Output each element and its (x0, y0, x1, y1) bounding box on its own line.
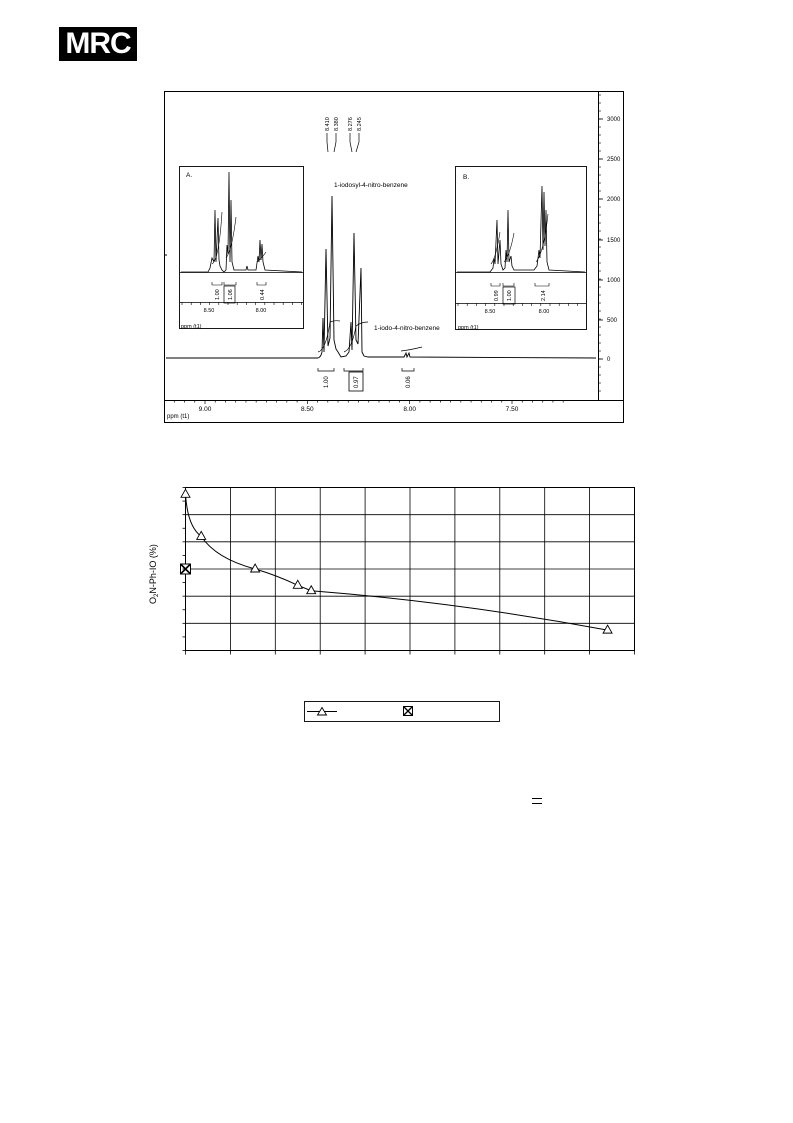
inset-a-title: A. (186, 172, 193, 179)
inset-a-axis-label: ppm (t1) (181, 324, 202, 330)
inset-integral-label: 1.06 (228, 289, 234, 300)
nmr-intensity-tick-label: 3000 (607, 117, 621, 123)
data-point-triangle (181, 489, 190, 497)
nmr-ppm-tick-label: 9.00 (198, 406, 212, 413)
equals-sign (532, 798, 542, 804)
nmr-integral-3 (401, 347, 422, 351)
integral-label: 0.97 (354, 376, 360, 388)
main-integral-brackets (318, 368, 414, 371)
inset-integral-label: 0.99 (494, 290, 500, 301)
inset-integral-label: 1.00 (507, 290, 513, 301)
chart-y-label: $O_2N-Ph-IO$ (%) (148, 544, 160, 604)
nmr-figure (0, 0, 793, 440)
nmr-ppm-tick-label: 8.50 (301, 406, 314, 413)
inset-tick-label: 8.00 (255, 308, 267, 314)
peak-label: 8.410 (325, 117, 331, 131)
integral-label: 0.06 (406, 376, 412, 388)
compound-label-iodosyl: 1-iodosyl-4-nitro-benzene (334, 182, 408, 189)
inset-integral-label: 2.14 (541, 290, 547, 301)
main-integral-labels (324, 376, 412, 388)
nmr-intensity-tick-label: 0 (607, 357, 611, 363)
inset-tick-label: 8.50 (484, 309, 496, 315)
nmr-axis-label: ppm (t1) (167, 414, 190, 420)
inset-tick-label: 8.00 (538, 309, 550, 315)
journal-logo: MRC (59, 27, 137, 61)
inset-integral-label: 0.44 (260, 289, 266, 300)
inset-b-axis-label: ppm (t1) (458, 325, 479, 331)
inset-a (180, 167, 304, 331)
nmr-intensity-ticks (598, 95, 621, 391)
chart-x-ticks (186, 651, 635, 655)
nmr-ppm-ticks (174, 400, 563, 413)
legend-crossed-square-marker (404, 707, 413, 716)
nmr-intensity-tick-label: 2000 (607, 197, 621, 203)
nmr-intensity-tick-label: 1500 (607, 238, 621, 244)
nmr-intensity-tick-label: 1000 (607, 278, 621, 284)
peak-label: 8.276 (348, 117, 354, 131)
nmr-intensity-tick-label: 500 (607, 318, 618, 324)
inset-integral-label: 1.00 (215, 289, 221, 300)
nmr-ppm-tick-label: 8.00 (403, 406, 416, 413)
data-point-triangle (197, 531, 206, 539)
peak-label: 8.245 (357, 117, 363, 131)
nmr-ppm-tick-label: 7.50 (505, 406, 519, 413)
chart-points (181, 489, 613, 633)
decay-chart (0, 460, 793, 740)
nmr-intensity-tick-label: 2500 (607, 157, 621, 163)
inset-b-title: B. (463, 174, 470, 181)
peak-labels (325, 117, 363, 131)
nmr-integral-1 (318, 321, 340, 352)
integral-label: 1.00 (324, 376, 330, 388)
peak-leaders (327, 133, 359, 152)
inset-tick-label: 8.50 (203, 308, 215, 314)
chart-legend (305, 702, 500, 722)
inset-b (456, 167, 587, 332)
compound-label-iodo: 1-iodo-4-nitro-benzene (374, 325, 440, 332)
peak-label: 8.380 (334, 117, 340, 131)
